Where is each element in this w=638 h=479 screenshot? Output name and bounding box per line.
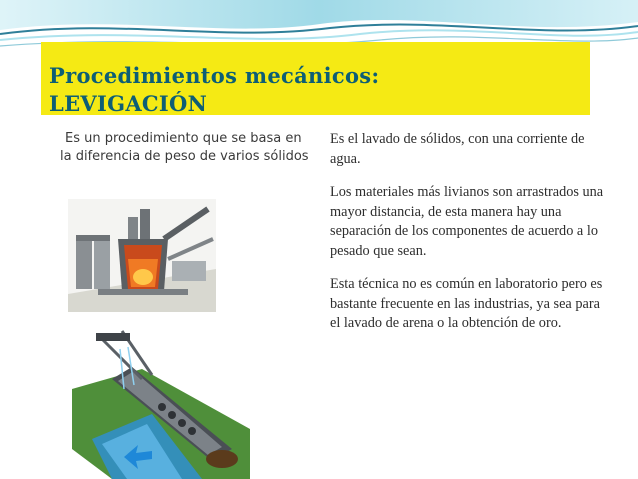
paragraph-definition: Es el lavado de sólidos, con una corriente de agua. (330, 131, 585, 167)
washing-trough-illustration (72, 319, 250, 479)
left-description-text: Es un procedimiento que se basa en la diferencia de peso de varios sólidos (60, 131, 309, 164)
left-description (60, 130, 310, 166)
slide-subtitle: LEVIGACIÓN (49, 91, 208, 116)
right-column (330, 130, 610, 348)
slide-title: Procedimientos mecánicos: (49, 63, 380, 88)
furnace-illustration (68, 199, 216, 312)
paragraph-separation: Los materiales más livianos son arrastrados una mayor distancia, de esta manera hay una separación de los componentes de acuerdo a lo pesado que sean. (330, 184, 604, 259)
paragraph-usage: Esta técnica no es común en laboratorio pero es bastante frecuente en las industrias, ya sea para el lavado de arena o la obtención de oro. (330, 276, 603, 331)
